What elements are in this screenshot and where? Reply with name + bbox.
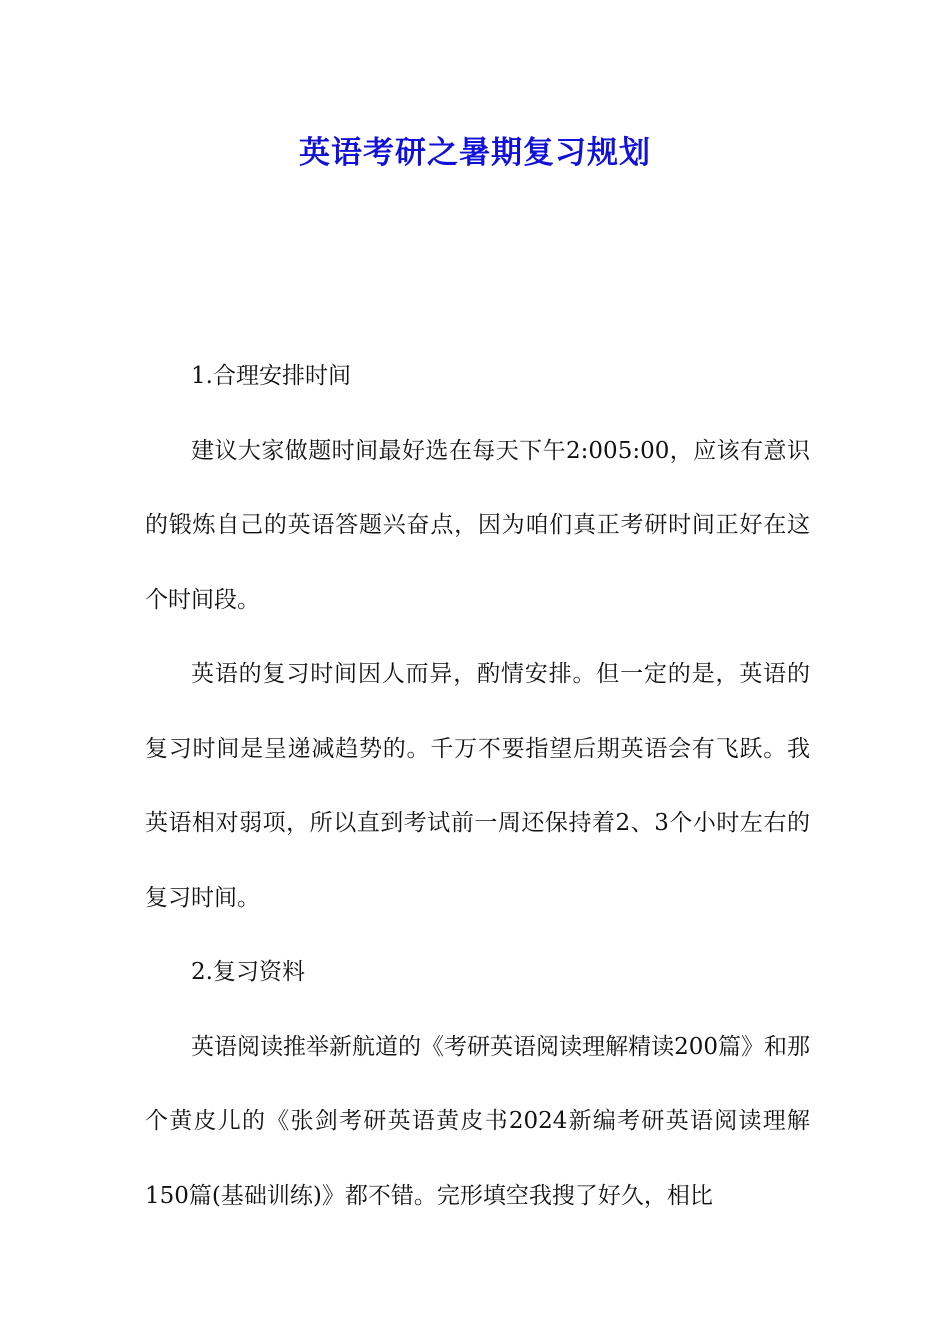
paragraph: 英语的复习时间因人而异，酌情安排。但一定的是，英语的复习时间是呈递减趋势的。千万不要指望后期英语会有飞跃。我英语相对弱项，所以直到考试前一周还保持着2、3个小时左右的复习时间。 [145, 661, 810, 911]
document-body [145, 339, 810, 1233]
section-heading-materials: 2.复习资料 [191, 959, 305, 985]
paragraph: 英语阅读推举新航道的《考研英语阅读理解精读200篇》和那个黄皮儿的《张剑考研英语黄皮书2024新编考研英语阅读理解150篇(基础训练)》都不错。完形填空我搜了好久，相比 [145, 1033, 810, 1209]
section-heading-time-planning: 1.合理安排时间 [191, 363, 351, 389]
document-title: 英语考研之暑期复习规划 [299, 135, 651, 171]
paragraph: 建议大家做题时间最好选在每天下午2:005:00，应该有意识的锻炼自己的英语答题兴奋点，因为咱们真正考研时间正好在这个时间段。 [145, 437, 810, 613]
